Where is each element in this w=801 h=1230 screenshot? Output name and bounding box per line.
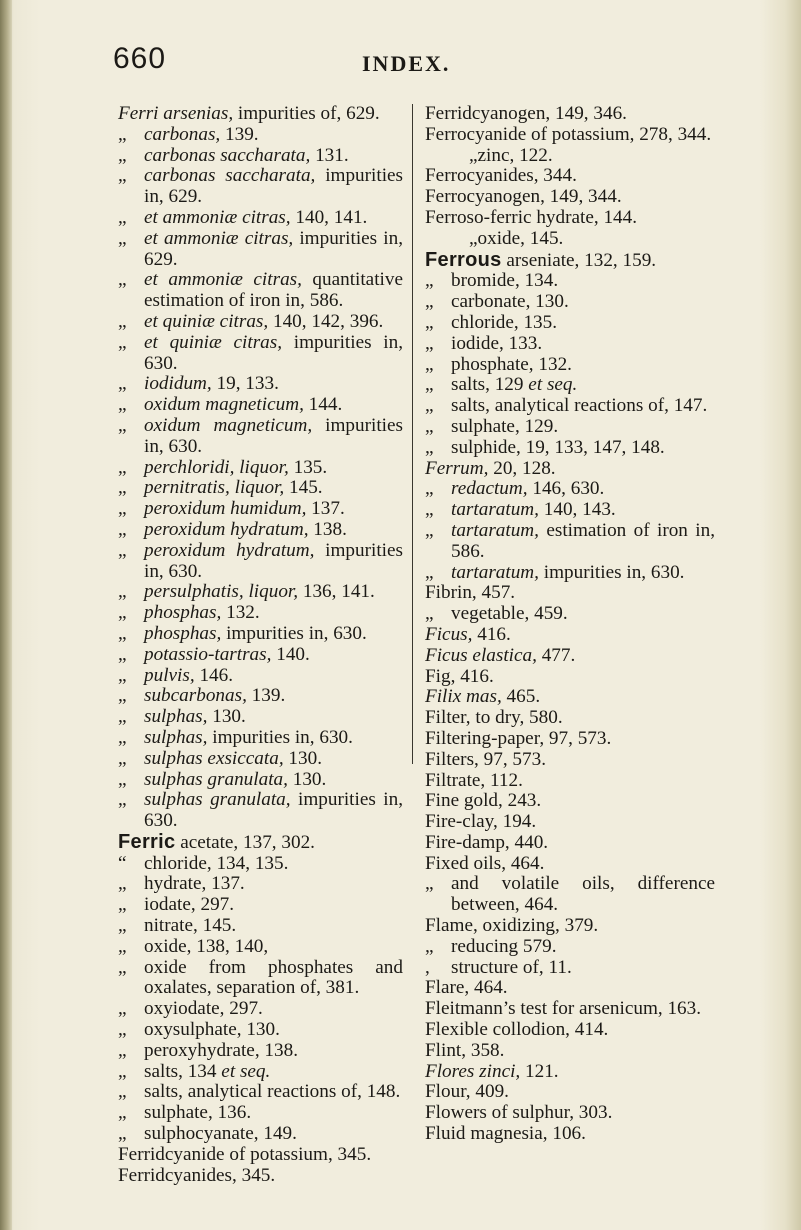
entry-text: phosphate, 132.	[451, 353, 572, 375]
entry-term-italic: carbonas saccharata,	[144, 144, 311, 166]
index-entry	[425, 166, 715, 187]
index-entry	[425, 500, 715, 521]
index-entry	[425, 583, 715, 604]
entry-text: 137.	[306, 498, 345, 520]
ditto-mark: „	[118, 956, 127, 978]
index-entry	[118, 1145, 403, 1166]
entry-text: estimation of iron in, 586.	[451, 519, 715, 562]
ditto-mark: „	[425, 603, 434, 625]
index-entry	[118, 541, 403, 583]
index-entry	[118, 166, 403, 208]
ditto-mark: „	[118, 622, 127, 644]
entry-text: Fixed oils, 464.	[425, 852, 545, 874]
index-entry	[425, 937, 715, 958]
index-entry	[118, 499, 403, 520]
ditto-mark: „	[425, 499, 434, 521]
ditto-mark: „	[425, 436, 434, 458]
ditto-mark: „	[425, 561, 434, 583]
index-entry	[425, 313, 715, 334]
entry-term-italic: Filix mas,	[425, 686, 502, 708]
ditto-mark: „	[118, 685, 127, 707]
index-entry	[425, 438, 715, 459]
entry-text: acetate, 137, 302.	[175, 831, 315, 853]
entry-text: oxysulphate, 130.	[144, 1019, 280, 1041]
entry-text: and volatile oils, difference between, 464.	[451, 873, 715, 916]
entry-text: 138.	[308, 518, 347, 540]
entry-text: bromide, 134.	[451, 270, 559, 292]
index-entry	[118, 645, 403, 666]
entry-text: chloride, 135.	[451, 311, 558, 333]
entry-text: Fire-damp, 440.	[425, 831, 549, 853]
entry-text: iodide, 133.	[451, 332, 543, 354]
index-entry	[425, 729, 715, 750]
ditto-mark: „	[425, 415, 434, 437]
index-entry	[118, 374, 403, 395]
column-divider	[412, 104, 413, 764]
entry-text: impurities in, 630.	[144, 789, 403, 832]
entry-text: 135.	[288, 456, 328, 478]
ditto-mark: „	[425, 478, 434, 500]
entry-term-italic: persulphatis, liquor,	[144, 581, 299, 603]
ditto-mark: „	[118, 664, 127, 686]
ditto-mark: „	[425, 332, 434, 354]
index-entry	[118, 146, 403, 167]
index-entry	[118, 624, 403, 645]
index-entry	[425, 999, 715, 1020]
ditto-mark: „	[118, 331, 127, 353]
entry-text: impurities in, 630.	[144, 539, 403, 582]
ditto-mark: „	[118, 1060, 127, 1082]
entry-text: impurities in, 630.	[144, 331, 403, 374]
entry-text: impurities in, 629.	[144, 165, 404, 208]
index-entry	[425, 479, 715, 500]
entry-text: 465.	[501, 686, 541, 708]
entry-text: Filtrate, 112.	[425, 769, 523, 791]
ditto-mark: „	[118, 269, 127, 291]
entry-heading-bold: Ferrous	[425, 248, 502, 271]
index-entry	[118, 478, 403, 499]
ditto-mark: „	[118, 643, 127, 665]
entry-term-italic: carbonas,	[144, 123, 221, 145]
ditto-mark: „	[118, 123, 127, 145]
ditto-mark: „	[425, 311, 434, 333]
entry-text: salts, analytical reactions of, 148.	[144, 1081, 401, 1103]
ditto-mark: „	[118, 602, 127, 624]
entry-term-italic: Ferrum,	[425, 457, 489, 479]
ditto-mark: “	[118, 852, 127, 874]
index-entry	[118, 395, 403, 416]
ditto-mark: „	[425, 395, 434, 417]
entry-term-italic: peroxidum hydratum,	[144, 539, 315, 561]
index-entry	[425, 146, 715, 167]
index-entry	[118, 999, 403, 1020]
ditto-mark: „	[118, 144, 127, 166]
entry-text: Ferridcyanide of potassium, 345.	[118, 1143, 372, 1165]
entry-text: 146, 630.	[527, 478, 605, 500]
entry-text: Ferridcyanides, 345.	[118, 1164, 276, 1186]
index-entry	[118, 790, 403, 832]
entry-text: oxyiodate, 297.	[144, 998, 263, 1020]
index-entry	[425, 1041, 715, 1062]
ditto-mark: „	[469, 227, 478, 249]
entry-text: 130.	[283, 747, 322, 769]
entry-text: structure of, 11.	[451, 956, 572, 978]
entry-term-italic: redactum,	[451, 478, 528, 500]
entry-term-italic: oxidum magneticum,	[144, 394, 304, 416]
entry-term-italic: carbonas saccharata,	[144, 165, 316, 187]
index-entry	[425, 250, 715, 272]
entry-text: carbonate, 130.	[451, 291, 569, 313]
index-entry	[118, 333, 403, 375]
entry-term-italic: sulphas exsiccata,	[144, 747, 284, 769]
entry-text: sulphate, 129.	[451, 415, 559, 437]
index-entry	[118, 416, 403, 458]
ditto-mark: „	[425, 353, 434, 375]
ditto-mark: „	[425, 935, 434, 957]
index-entry	[118, 229, 403, 271]
ditto-mark: „	[118, 539, 127, 561]
entry-text: peroxyhydrate, 138.	[144, 1039, 298, 1061]
entry-text: impurities in, 630.	[221, 622, 367, 644]
entry-term-italic: pernitratis, liquor,	[144, 477, 285, 499]
entry-text: Filter, to dry, 580.	[425, 707, 563, 729]
entry-text: zinc, 122.	[477, 144, 553, 166]
index-entry	[118, 770, 403, 791]
ditto-mark: „	[118, 726, 127, 748]
entry-text: Flame, oxidizing, 379.	[425, 915, 599, 937]
index-entry	[425, 396, 715, 417]
entry-term-italic: et ammoniæ citras,	[144, 269, 302, 291]
ditto-mark: „	[118, 915, 127, 937]
ditto-mark: „	[425, 873, 434, 895]
entry-text: 20, 128.	[488, 457, 556, 479]
entry-text: 140, 141.	[290, 206, 368, 228]
index-entry	[118, 1020, 403, 1041]
ditto-mark: „	[118, 1081, 127, 1103]
entry-text: 132.	[221, 602, 260, 624]
index-entry	[425, 646, 715, 667]
index-entry	[118, 707, 403, 728]
index-entry	[118, 208, 403, 229]
ditto-mark: „	[118, 768, 127, 790]
entry-text: Fine gold, 243.	[425, 790, 542, 812]
entry-text: 416.	[472, 623, 511, 645]
index-entry	[118, 104, 403, 125]
entry-text: 139.	[246, 685, 286, 707]
index-entry	[118, 1166, 403, 1187]
index-entry	[425, 334, 715, 355]
index-entry	[118, 854, 403, 875]
index-entry	[118, 874, 403, 895]
entry-text: impurities in, 629.	[144, 227, 403, 270]
entry-term-italic: phosphas,	[144, 622, 222, 644]
index-entry	[425, 355, 715, 376]
entry-text: nitrate, 145.	[144, 915, 237, 937]
index-entry	[118, 937, 403, 958]
entry-text: oxide from phosphates and oxalates, separation of, 381.	[144, 956, 403, 999]
entry-text: arseniate, 132, 159.	[501, 249, 657, 271]
ditto-mark: „	[118, 581, 127, 603]
entry-text: oxide, 138, 140,	[144, 935, 269, 957]
entry-term-italic: perchloridi, liquor,	[144, 456, 289, 478]
page-spine-shadow	[0, 0, 12, 1230]
index-column-left	[118, 104, 403, 1186]
entry-text: salts, 129	[451, 374, 529, 396]
entry-text: Ferroso-ferric hydrate, 144.	[425, 206, 638, 228]
entry-text: Ferrocyanides, 344.	[425, 165, 577, 187]
index-entry	[425, 375, 715, 396]
index-entry	[118, 312, 403, 333]
entry-text: Fluid magnesia, 106.	[425, 1123, 586, 1145]
index-entry	[425, 604, 715, 625]
index-entry	[118, 958, 403, 1000]
entry-term-italic: phosphas,	[144, 602, 222, 624]
index-entry	[425, 521, 715, 563]
ditto-mark: „	[118, 873, 127, 895]
entry-text: Flowers of sulphur, 303.	[425, 1102, 613, 1124]
entry-term-italic: sulphas,	[144, 706, 208, 728]
ditto-mark: „	[118, 518, 127, 540]
index-entry	[425, 1020, 715, 1041]
ditto-mark: „	[118, 414, 127, 436]
ditto-mark: „	[118, 206, 127, 228]
ditto-mark: „	[118, 1123, 127, 1145]
page-title: INDEX.	[362, 51, 451, 76]
ditto-mark: „	[118, 998, 127, 1020]
ditto-mark: „	[118, 747, 127, 769]
entry-text: 140, 143.	[538, 499, 616, 521]
entry-text: impurities of, 629.	[233, 103, 380, 124]
index-entry	[425, 978, 715, 999]
entry-text: 136, 141.	[298, 581, 375, 603]
ditto-mark: „	[118, 498, 127, 520]
entry-text: 477.	[536, 644, 576, 666]
ditto-mark: ,	[425, 956, 430, 978]
index-entry	[425, 667, 715, 688]
index-entry	[425, 708, 715, 729]
entry-term-italic: pulvis,	[144, 664, 195, 686]
entry-term-italic: subcarbonas,	[144, 685, 247, 707]
ditto-mark: „	[118, 706, 127, 728]
index-entry	[425, 791, 715, 812]
entry-heading-bold: Ferric	[118, 830, 176, 853]
entry-term-italic: sulphas granulata,	[144, 768, 288, 790]
entry-text: reducing 579.	[451, 935, 557, 957]
ditto-mark: „	[425, 270, 434, 292]
entry-text: iodate, 297.	[144, 894, 235, 916]
entry-text: sulphocyanate, 149.	[144, 1123, 297, 1145]
ditto-mark: „	[118, 456, 127, 478]
ditto-mark: „	[118, 1102, 127, 1124]
index-entry	[425, 229, 715, 250]
index-entry	[425, 750, 715, 771]
entry-text: Fig, 416.	[425, 665, 494, 687]
ditto-mark: „	[118, 394, 127, 416]
index-entry	[118, 603, 403, 624]
page-number: 660	[113, 42, 167, 75]
ditto-mark: „	[118, 477, 127, 499]
ditto-mark: „	[118, 894, 127, 916]
index-entry	[425, 187, 715, 208]
entry-text: Fibrin, 457.	[425, 582, 516, 604]
index-entry	[425, 417, 715, 438]
entry-text: Flexible collodion, 414.	[425, 1019, 609, 1041]
entry-text: sulphate, 136.	[144, 1102, 252, 1124]
index-entry	[425, 292, 715, 313]
index-entry	[425, 125, 715, 146]
index-entry	[425, 459, 715, 480]
index-entry	[118, 1062, 403, 1083]
index-entry	[425, 1124, 715, 1145]
entry-term-italic: potassio-tartras,	[144, 643, 272, 665]
index-entry	[425, 271, 715, 292]
index-entry	[118, 520, 403, 541]
index-entry	[425, 812, 715, 833]
index-entry	[118, 1124, 403, 1145]
entry-text: Fire-clay, 194.	[425, 811, 537, 833]
entry-suffix-italic: et seq.	[528, 374, 578, 396]
index-entry	[425, 1082, 715, 1103]
index-entry	[425, 687, 715, 708]
entry-term-italic: tartaratum,	[451, 561, 539, 583]
ditto-mark: „	[118, 935, 127, 957]
index-entry	[118, 728, 403, 749]
entry-text: impurities in, 630.	[144, 414, 403, 457]
index-entry	[118, 458, 403, 479]
index-entry	[425, 1103, 715, 1124]
index-entry	[425, 625, 715, 646]
entry-term-italic: sulphas,	[144, 726, 208, 748]
ditto-mark: „	[118, 373, 127, 395]
entry-text: oxide, 145.	[477, 227, 564, 249]
entry-text: 146.	[194, 664, 234, 686]
index-entry	[425, 208, 715, 229]
index-entry	[118, 895, 403, 916]
ditto-mark: „	[425, 374, 434, 396]
ditto-mark: „	[425, 291, 434, 313]
index-entry	[118, 125, 403, 146]
ditto-mark: „	[118, 165, 127, 187]
index-entry	[425, 958, 715, 979]
entry-text: Flint, 358.	[425, 1039, 505, 1061]
index-entry	[425, 874, 715, 916]
entry-term-italic: et ammoniæ citras,	[144, 227, 294, 249]
entry-text: 131.	[310, 144, 349, 166]
ditto-mark: „	[118, 227, 127, 249]
entry-text: chloride, 134, 135.	[144, 852, 289, 874]
index-column-right	[425, 104, 715, 1145]
entry-text: Fleitmann’s test for arsenicum, 163.	[425, 998, 702, 1020]
index-entry	[118, 1103, 403, 1124]
entry-text: 19, 133.	[211, 373, 279, 395]
ditto-mark: „	[469, 144, 478, 166]
entry-text: 121.	[520, 1060, 559, 1082]
entry-text: 140, 142, 396.	[268, 310, 384, 332]
index-entry	[118, 686, 403, 707]
entry-text: 140.	[271, 643, 310, 665]
entry-term-italic: tartaratum,	[451, 519, 539, 541]
entry-text: impurities in, 630.	[538, 561, 685, 583]
entry-text: 144.	[303, 394, 343, 416]
ditto-mark: „	[118, 1019, 127, 1041]
entry-term-italic: Ficus elastica,	[425, 644, 537, 666]
entry-text: Ferrocyanogen, 149, 344.	[425, 186, 622, 208]
index-entry	[118, 1041, 403, 1062]
index-entry	[425, 104, 715, 125]
index-entry	[118, 916, 403, 937]
entry-term-italic: peroxidum hydratum,	[144, 518, 309, 540]
entry-term-italic: Ficus,	[425, 623, 473, 645]
entry-term-italic: tartaratum,	[451, 499, 539, 521]
index-entry	[118, 749, 403, 770]
entry-text: Filters, 97, 573.	[425, 748, 546, 770]
entry-term-italic: sulphas granulata,	[144, 789, 291, 811]
entry-text: Flare, 464.	[425, 977, 508, 999]
entry-text: 145.	[284, 477, 323, 499]
entry-text: quantitative estimation of iron in, 586.	[144, 269, 403, 312]
index-entry	[425, 916, 715, 937]
index-entry	[118, 832, 403, 854]
index-entry	[118, 666, 403, 687]
entry-text: Ferrocyanide of potassium, 278, 344.	[425, 123, 712, 145]
entry-term-italic: oxidum magneticum,	[144, 414, 313, 436]
ditto-mark: „	[118, 1039, 127, 1061]
index-entry	[118, 582, 403, 603]
entry-suffix-italic: et seq.	[221, 1060, 271, 1082]
entry-term-italic: Flores zinci,	[425, 1060, 521, 1082]
entry-text: sulphide, 19, 133, 147, 148.	[451, 436, 665, 458]
ditto-mark: „	[118, 789, 127, 811]
entry-term-italic: et ammoniæ citras,	[144, 206, 291, 228]
index-entry	[118, 270, 403, 312]
ditto-mark: „	[118, 310, 127, 332]
entry-text: vegetable, 459.	[451, 603, 568, 625]
entry-text: Flour, 409.	[425, 1081, 509, 1103]
entry-text: hydrate, 137.	[144, 873, 245, 895]
entry-term-italic: iodidum,	[144, 373, 212, 395]
entry-text: Filtering-paper, 97, 573.	[425, 727, 612, 749]
index-entry	[425, 833, 715, 854]
entry-text: 130.	[287, 768, 327, 790]
entry-text: 139.	[220, 123, 259, 145]
entry-text: impurities in, 630.	[207, 726, 353, 748]
entry-term-italic: Ferri arsenias,	[118, 103, 234, 124]
index-entry	[118, 1082, 403, 1103]
entry-term-italic: et quiniæ citras,	[144, 310, 269, 332]
index-entry	[425, 1062, 715, 1083]
entry-term-italic: peroxidum humidum,	[144, 498, 307, 520]
index-entry	[425, 854, 715, 875]
entry-term-italic: et quiniæ citras,	[144, 331, 283, 353]
entry-text: salts, 134	[144, 1060, 222, 1082]
entry-text: 130.	[207, 706, 246, 728]
entry-text: Ferridcyanogen, 149, 346.	[425, 103, 627, 124]
entry-text: salts, analytical reactions of, 147.	[451, 395, 708, 417]
index-entry	[425, 563, 715, 584]
index-entry	[425, 771, 715, 792]
ditto-mark: „	[425, 519, 434, 541]
